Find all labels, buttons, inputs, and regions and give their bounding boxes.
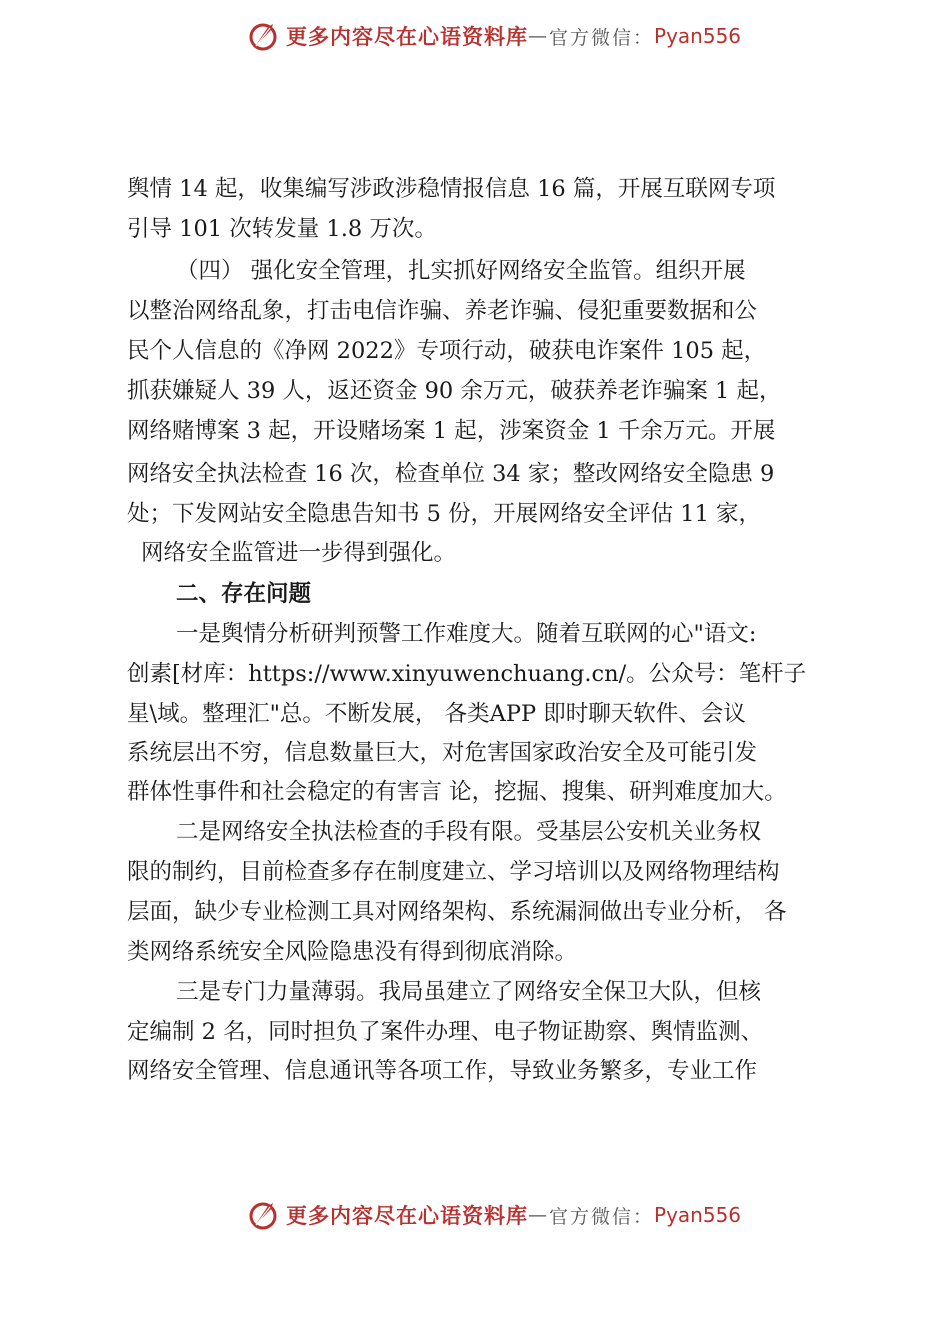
text-line: 三是专门力量薄弱。我局虽建立了网络安全保卫大队，但核: [176, 979, 762, 1005]
text-line: 网络安全监管进一步得到强化。: [141, 540, 457, 566]
text-line: 类网络系统安全风险隐患没有得到彻底消除。: [127, 939, 578, 965]
text-line: 群体性事件和社会稳定的有害言 论，挖掘、搜集、研判难度加大。: [127, 779, 787, 805]
footer-banner: [246, 1195, 741, 1235]
banner-wechat-id: Pyan556: [654, 24, 742, 48]
section-heading: 二、存在问题: [176, 581, 312, 607]
quill-pen-logo-icon: [246, 19, 280, 53]
text-line: 民个人信息的《净网 2022》专项行动，破获电诈案件 105 起，: [127, 338, 767, 364]
text-line: 定编制 2 名，同时担负了案件办理、电子物证勘察、舆情监测、: [127, 1019, 764, 1045]
text-line: 处；下发网站安全隐患告知书 5 份，开展网络安全评估 11 家，: [127, 501, 762, 527]
text-line: 引导 101 次转发量 1.8 万次。: [127, 216, 437, 242]
text-line: 以整治网络乱象，打击电信诈骗、养老诈骗、侵犯重要数据和公: [127, 298, 758, 324]
text-line: 创素[材库：https://www.xinyuwenchuang.cn/。公众号：笔杆子: [127, 661, 807, 687]
banner-label: 官方微信：: [549, 26, 655, 49]
text-line: 系统层出不穷，信息数量巨大，对危害国家政治安全及可能引发: [127, 740, 758, 766]
text-line: 一是舆情分析研判预警工作难度大。随着互联网的心"语文:: [176, 621, 757, 647]
text-line: 网络安全管理、信息通讯等各项工作，导致业务繁多，专业工作: [127, 1058, 758, 1084]
text-line: 二是网络安全执法检查的手段有限。受基层公安机关业务权: [176, 819, 762, 845]
header-banner: [246, 16, 741, 56]
text-line: 网络安全执法检查 16 次，检查单位 34 家；整改网络安全隐患 9: [127, 461, 775, 487]
text-line: 层面，缺少专业检测工具对网络架构、系统漏洞做出专业分析， 各: [127, 899, 787, 925]
text-line: 网络赌博案 3 起，开设赌场案 1 起，涉案资金 1 千余万元。开展: [127, 418, 776, 444]
text-line: 星\域。整理汇"总。不断发展， 各类APP 即时聊天软件、会议: [127, 701, 746, 727]
text-line: 舆情 14 起，收集编写涉政涉稳情报信息 16 篇，开展互联网专项: [127, 176, 776, 202]
banner-separator: —: [528, 1204, 549, 1226]
text-line: 限的制约，目前检查多存在制度建立、学习培训以及网络物理结构: [127, 859, 780, 885]
banner-slogan: 更多内容尽在心语资料库: [286, 1203, 528, 1228]
text-line: 抓获嫌疑人 39 人，返还资金 90 余万元，破获养老诈骗案 1 起，: [127, 378, 782, 404]
banner-wechat-id: Pyan556: [654, 1203, 742, 1227]
quill-pen-logo-icon: [246, 1198, 280, 1232]
banner-slogan: 更多内容尽在心语资料库: [286, 24, 528, 49]
section-four-line: （四） 强化安全管理，扎实抓好网络安全监管。组织开展: [176, 258, 746, 284]
banner-separator: —: [528, 25, 549, 47]
banner-label: 官方微信：: [549, 1205, 655, 1228]
